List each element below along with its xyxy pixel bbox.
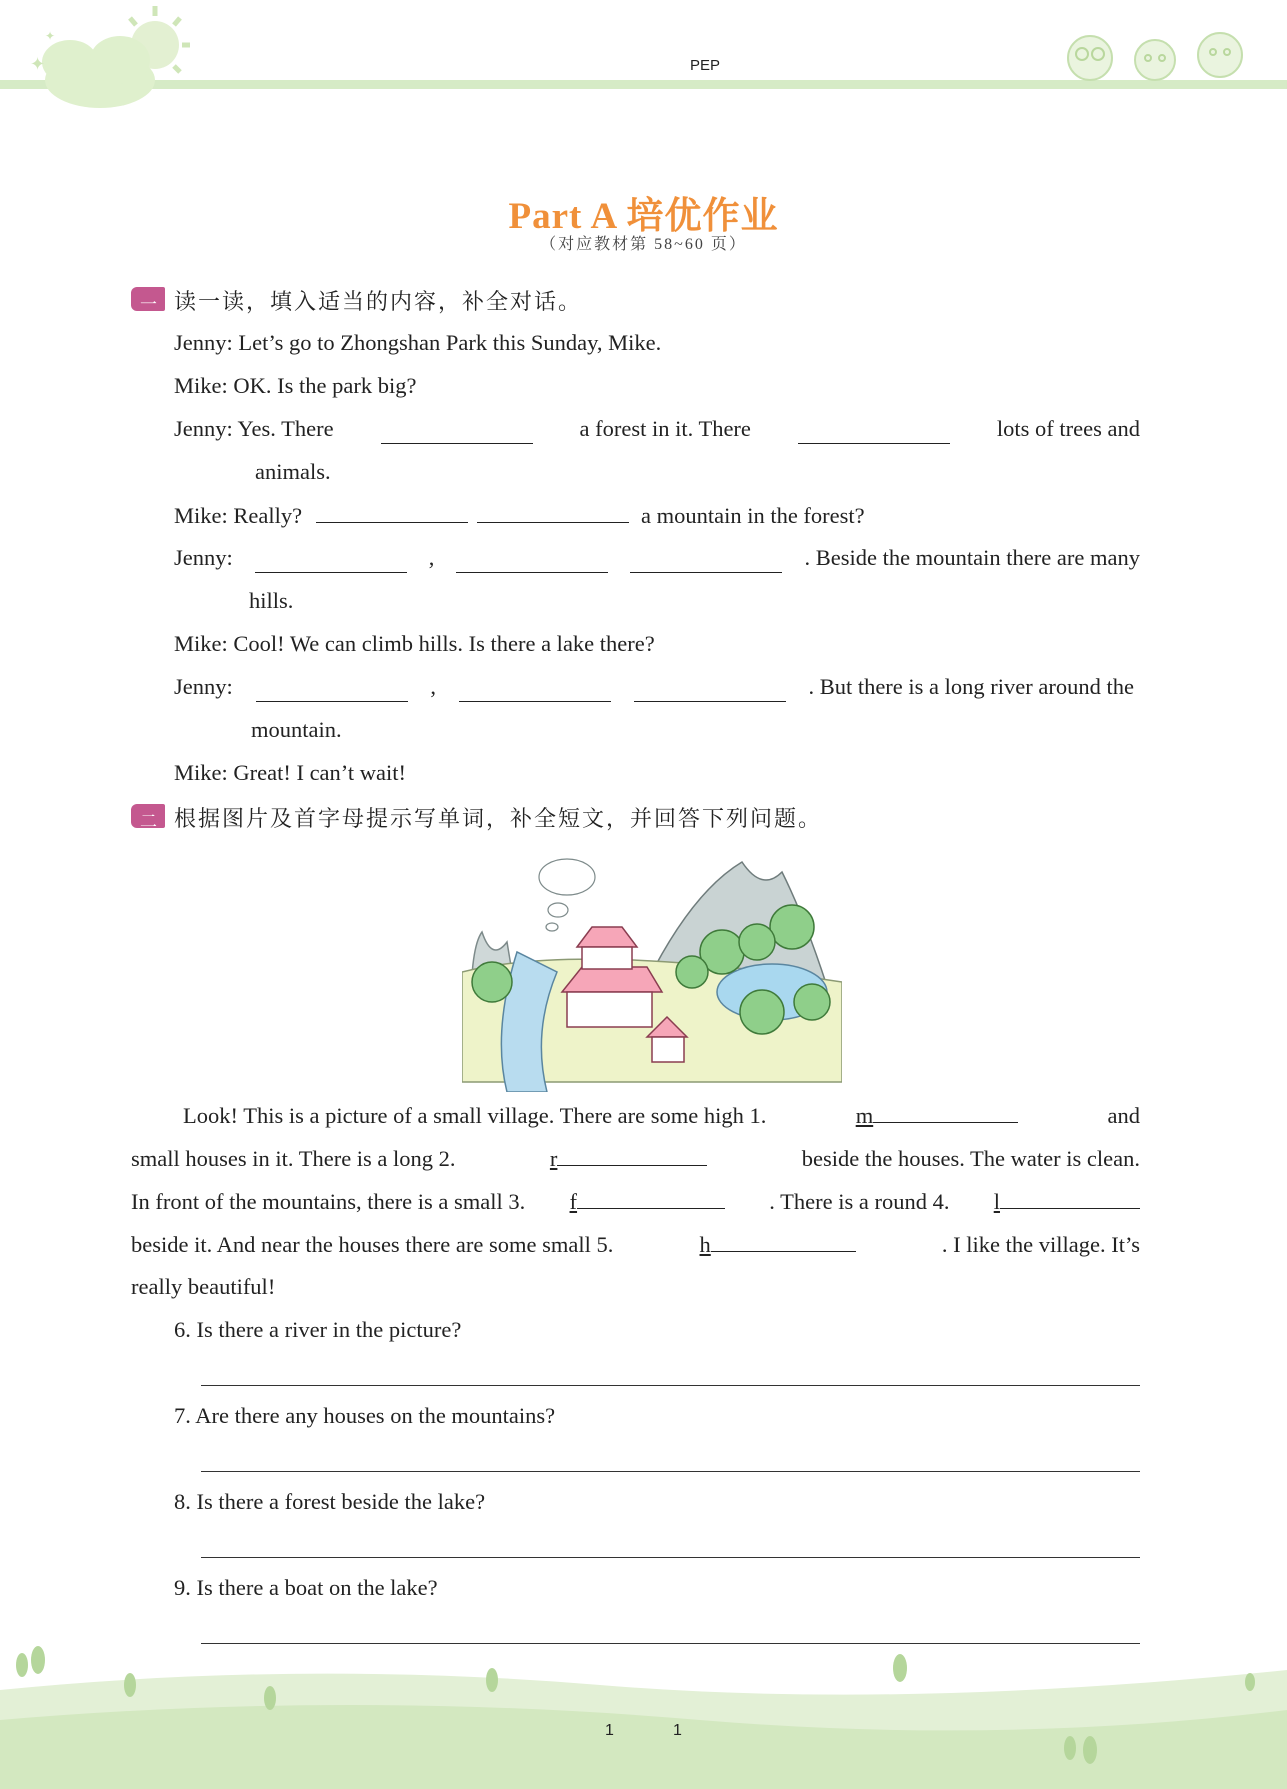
answer-blank[interactable]	[1000, 1186, 1140, 1209]
page-number-right: 1	[673, 1722, 682, 1739]
answer-blank[interactable]	[459, 679, 611, 702]
answer-blank[interactable]	[557, 1143, 707, 1166]
section-number-badge: 一	[131, 287, 165, 311]
dialogue-line: Jenny: Yes. There a forest in it. There lots of trees and	[174, 414, 1140, 444]
answer-blank[interactable]	[255, 550, 407, 573]
question-9: 9. Is there a boat on the lake?	[174, 1575, 438, 1600]
dialogue-line: Mike: Great! I can’t wait!	[174, 760, 406, 785]
dialogue-line: Mike: Really? a mountain in the forest?	[174, 500, 865, 531]
answer-line[interactable]	[201, 1471, 1140, 1472]
answer-blank[interactable]	[798, 421, 950, 444]
question-6: 6. Is there a river in the picture?	[174, 1317, 462, 1342]
page-number-left: 1	[605, 1722, 614, 1739]
page-title: Part A 培优作业	[508, 196, 779, 237]
question-7: 7. Are there any houses on the mountains?	[174, 1403, 556, 1428]
answer-line[interactable]	[201, 1385, 1140, 1386]
cloud-sun-decoration-icon	[0, 0, 200, 115]
answer-blank[interactable]	[711, 1229, 856, 1252]
passage-line: Look! This is a picture of a small village. There are some high 1. m and	[183, 1100, 1140, 1131]
answer-blank[interactable]	[577, 1186, 725, 1209]
answer-blank[interactable]	[456, 550, 608, 573]
dialogue-line: Mike: Cool! We can climb hills. Is there a lake there?	[174, 631, 655, 656]
svg-text:✦: ✦	[45, 29, 56, 43]
dialogue-line: hills.	[249, 588, 294, 613]
answer-blank[interactable]	[873, 1100, 1018, 1123]
passage-line: really beautiful!	[131, 1274, 276, 1299]
question-8: 8. Is there a forest beside the lake?	[174, 1489, 486, 1514]
passage-line: beside it. And near the houses there are some small 5. h . I like the village. It’s	[131, 1229, 1140, 1260]
dialogue-line: Jenny: , . But there is a long river around the	[174, 672, 1134, 702]
animal-faces-decoration-icon	[1060, 20, 1270, 85]
dialogue-line: Jenny: Let’s go to Zhongshan Park this Sunday, Mike.	[174, 330, 662, 355]
section-instruction: 读一读，填入适当的内容，补全对话。	[174, 290, 583, 315]
section-number-badge: 二	[131, 804, 165, 828]
answer-blank[interactable]	[630, 550, 782, 573]
answer-blank[interactable]	[316, 500, 468, 523]
svg-text:✦: ✦	[30, 54, 46, 74]
answer-blank[interactable]	[381, 421, 533, 444]
dialogue-line: Mike: OK. Is the park big?	[174, 373, 417, 398]
dialogue-line: animals.	[255, 459, 331, 484]
passage-line: In front of the mountains, there is a small 3. f . There is a round 4. l	[131, 1186, 1140, 1217]
answer-blank[interactable]	[634, 679, 786, 702]
answer-blank[interactable]	[477, 500, 629, 523]
answer-line[interactable]	[201, 1557, 1140, 1558]
series-label: PEP	[690, 57, 721, 74]
section-instruction: 根据图片及首字母提示写单词，补全短文，并回答下列问题。	[174, 807, 823, 832]
answer-blank[interactable]	[256, 679, 408, 702]
passage-line: small houses in it. There is a long 2. r beside the houses. The water is clean.	[131, 1143, 1140, 1174]
dialogue-line: mountain.	[251, 717, 342, 742]
village-illustration	[462, 832, 842, 1092]
page-subtitle: （对应教材第 58~60 页）	[540, 236, 747, 253]
footer-hills-decoration	[0, 1630, 1287, 1789]
dialogue-line: Jenny: , . Beside the mountain there are many	[174, 543, 1140, 573]
